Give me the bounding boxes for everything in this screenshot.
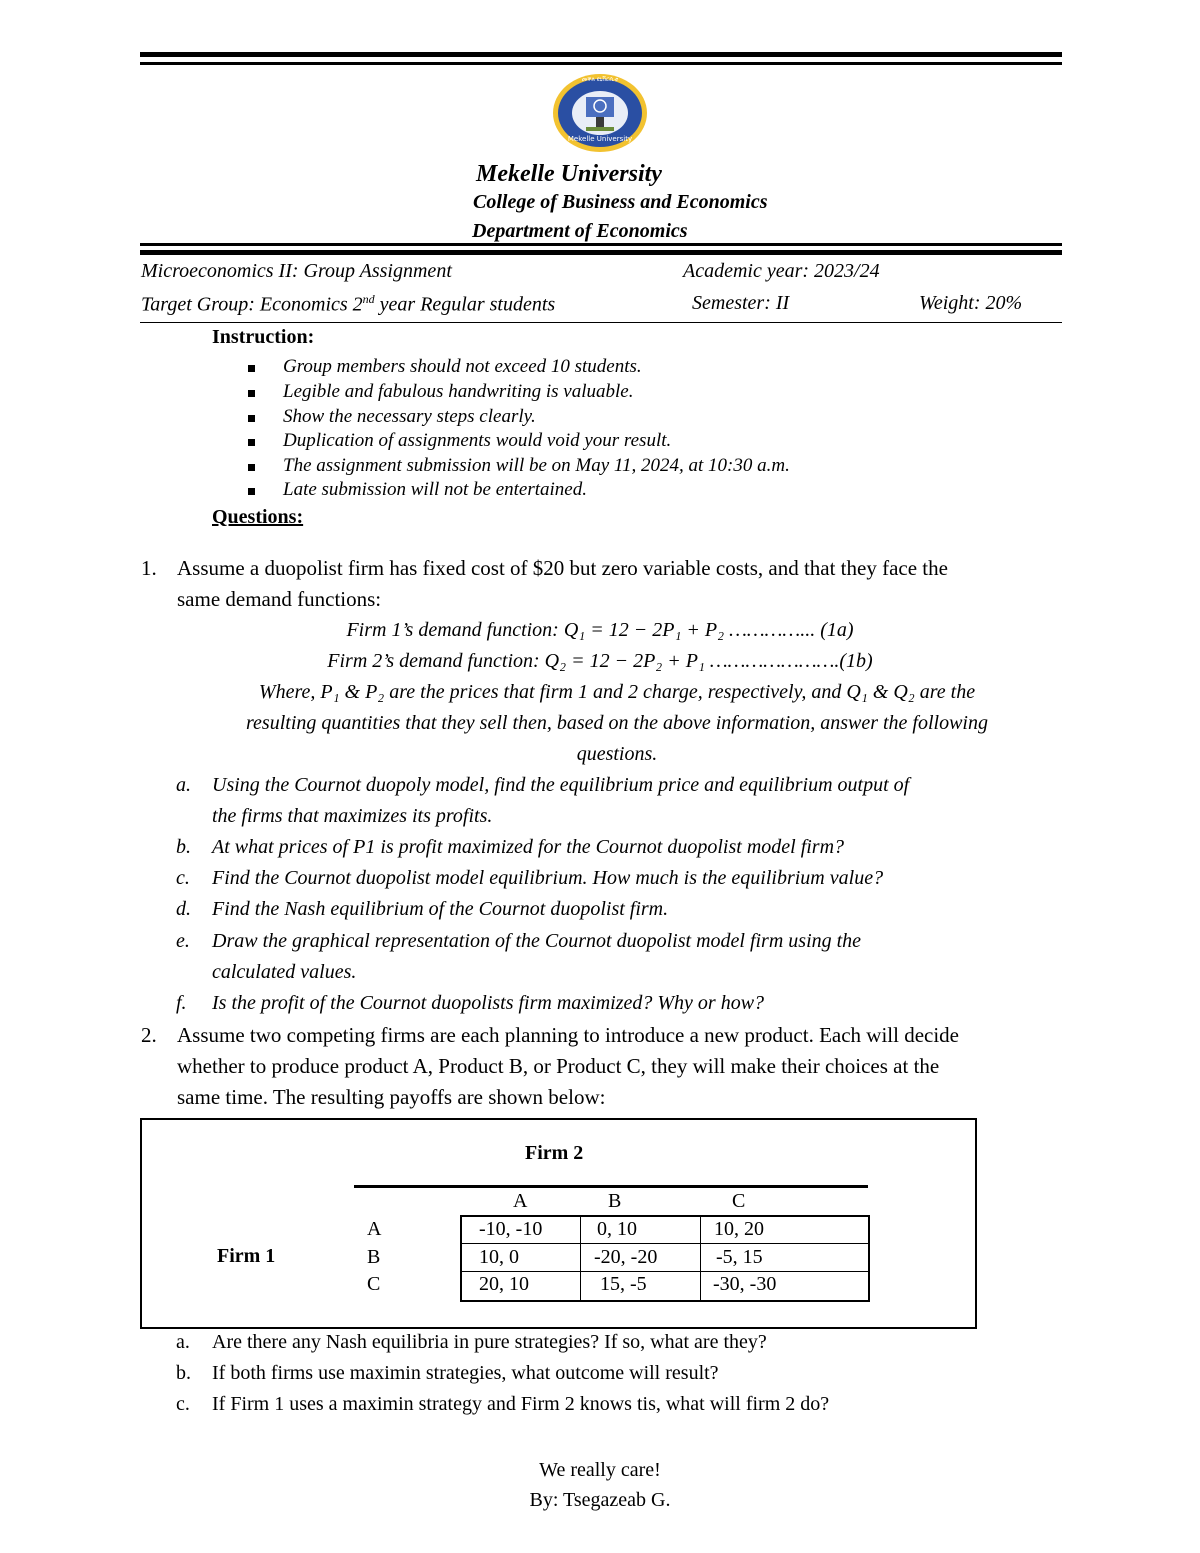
instruction-item: Duplication of assignments would void your result. — [283, 430, 672, 451]
q2a-label: a. — [176, 1331, 190, 1353]
bullet-icon — [248, 464, 255, 471]
q1-number: 1. — [141, 556, 157, 580]
questions-heading: Questions: — [212, 506, 304, 528]
course-title: Microeconomics II: Group Assignment — [141, 260, 452, 282]
top-rule-thin — [140, 62, 1062, 65]
q1d-label: d. — [176, 898, 191, 920]
firm1-label: Firm 1 — [217, 1245, 276, 1267]
q1-where-line3: questions. — [576, 743, 658, 765]
q1c-line1: Find the Cournot duopolist model equilibrium. How much is the equilibrium value? — [212, 867, 884, 889]
row-header: C — [367, 1273, 381, 1295]
semester: Semester: II — [692, 292, 790, 314]
col-header: C — [732, 1190, 746, 1212]
q1a-line1: Using the Cournot duopoly model, find the equilibrium price and equilibrium output of — [212, 774, 910, 796]
footer-care: We really care! — [539, 1459, 661, 1481]
logo-text-top: መቐለ ዩኒቨርሲቲ — [581, 76, 619, 83]
q1e-line1: Draw the graphical representation of the Cournot duopolist model firm using the — [212, 930, 862, 952]
col-header: A — [513, 1190, 528, 1212]
bullet-icon — [248, 488, 255, 495]
target-group-prefix: Target Group: Economics 2 — [141, 293, 363, 316]
q1d-line1: Find the Nash equilibrium of the Cournot duopolist firm. — [212, 898, 669, 920]
target-group-sup: nd — [362, 292, 375, 306]
payoff-cell: 15, -5 — [600, 1273, 647, 1295]
bullet-icon — [248, 390, 255, 397]
grid-hline — [460, 1271, 868, 1272]
bullet-icon — [248, 415, 255, 422]
payoff-cell: 0, 10 — [597, 1218, 637, 1240]
payoff-cell: -10, -10 — [479, 1218, 543, 1240]
payoff-cell: -20, -20 — [594, 1246, 658, 1268]
firm2-rule — [354, 1185, 868, 1188]
row-header: A — [367, 1218, 382, 1240]
instruction-heading: Instruction: — [212, 326, 315, 348]
college-name: College of Business and Economics — [473, 191, 768, 213]
instruction-item: Late submission will not be entertained. — [283, 479, 587, 500]
logo-text-bottom: Mekelle University — [567, 135, 633, 143]
firm2-label: Firm 2 — [525, 1142, 584, 1164]
q1a-line2: the firms that maximizes its profits. — [212, 805, 493, 827]
q1-where-line2: resulting quantities that they sell then, based on the above information, answer the following — [246, 712, 988, 734]
q1f-label: f. — [176, 992, 187, 1014]
target-group — [141, 292, 555, 317]
q2-line2: whether to produce product A, Product B, or Product C, they will make their choices at the — [177, 1054, 940, 1078]
row-header: B — [367, 1246, 381, 1268]
q2-line1: Assume two competing firms are each planning to introduce a new product. Each will decide — [177, 1023, 960, 1047]
q1b-label: b. — [176, 836, 191, 858]
q1-where-line1: Where, P₁ & P₂ are the prices that firm 1 and 2 charge, respectively, and Q₁ & Q₂ are the — [258, 681, 976, 703]
payoff-cell: 10, 20 — [714, 1218, 764, 1240]
q1a-label: a. — [176, 774, 191, 796]
info-rule — [140, 322, 1062, 323]
target-group-suffix: year Regular students — [374, 293, 556, 316]
mid-rule-thin — [140, 243, 1062, 246]
grid-vline — [580, 1215, 581, 1300]
q2a-text: Are there any Nash equilibria in pure strategies? If so, what are they? — [212, 1331, 767, 1353]
weight: Weight: 20% — [919, 292, 1023, 314]
instruction-item: Show the necessary steps clearly. — [283, 406, 536, 427]
q2c-text: If Firm 1 uses a maximin strategy and Firm 2 knows tis, what will firm 2 do? — [212, 1393, 830, 1415]
q1-line1: Assume a duopolist firm has fixed cost of $20 but zero variable costs, and that they face the — [177, 556, 948, 580]
instruction-item: The assignment submission will be on May 11, 2024, at 10:30 a.m. — [283, 455, 790, 476]
q1-demand-eq-1: Firm 1’s demand function: Q₁ = 12 − 2P₁ + P₂ …………... (1a) — [346, 619, 854, 641]
q2c-label: c. — [176, 1393, 190, 1415]
payoff-cell: 20, 10 — [479, 1273, 529, 1295]
q2b-text: If both firms use maximin strategies, what outcome will result? — [212, 1362, 719, 1384]
bullet-icon — [248, 439, 255, 446]
col-header: B — [608, 1190, 622, 1212]
q1f-line1: Is the profit of the Cournot duopolists firm maximized? Why or how? — [212, 992, 765, 1014]
bullet-icon — [248, 365, 255, 372]
q2b-label: b. — [176, 1362, 191, 1384]
university-name: Mekelle University — [476, 161, 662, 187]
instruction-item: Group members should not exceed 10 students. — [283, 356, 642, 377]
q1-demand-eq-2: Firm 2’s demand function: Q₂ = 12 − 2P₂ + P₁ ………………….(1b) — [327, 650, 873, 672]
payoff-cell: -30, -30 — [713, 1273, 777, 1295]
footer-author: By: Tsegazeab G. — [529, 1489, 671, 1511]
top-rule-thick — [140, 52, 1062, 57]
q2-number: 2. — [141, 1023, 157, 1047]
grid-hline — [460, 1243, 868, 1244]
q1b-line1: At what prices of P1 is profit maximized for the Cournot duopolist model firm? — [212, 836, 845, 858]
academic-year: Academic year: 2023/24 — [683, 260, 880, 282]
q2-line3: same time. The resulting payoffs are shown below: — [177, 1085, 606, 1109]
instruction-item: Legible and fabulous handwriting is valuable. — [283, 381, 634, 402]
q1c-label: c. — [176, 867, 190, 889]
q1-line2: same demand functions: — [177, 587, 382, 611]
grid-vline — [700, 1215, 701, 1300]
mid-rule-thick — [140, 250, 1062, 255]
payoff-cell: 10, 0 — [479, 1246, 519, 1268]
q1e-label: e. — [176, 930, 190, 952]
q1e-line2: calculated values. — [212, 961, 357, 983]
department-name: Department of Economics — [472, 220, 688, 242]
payoff-cell: -5, 15 — [716, 1246, 763, 1268]
